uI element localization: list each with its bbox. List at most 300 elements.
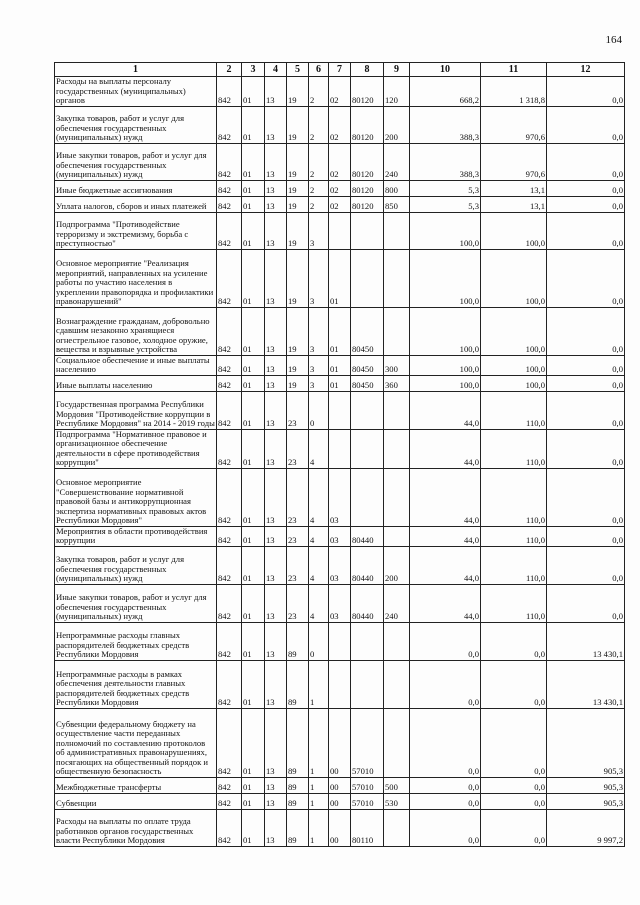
section-code-cell: 01 bbox=[242, 429, 265, 468]
amount-2018-cell: 13,1 bbox=[481, 196, 547, 212]
column-header: 7 bbox=[329, 63, 351, 77]
amount-2019-cell: 0,0 bbox=[547, 584, 625, 622]
row-name-cell: Субвенции bbox=[55, 793, 217, 809]
amount-2019-cell: 0,0 bbox=[547, 196, 625, 212]
amount-2019-cell: 0,0 bbox=[547, 391, 625, 429]
table-row bbox=[55, 196, 625, 212]
amount-2017-cell: 44,0 bbox=[410, 546, 481, 584]
direction-code-cell: 80120 bbox=[351, 106, 384, 143]
program-code-cell: 23 bbox=[287, 468, 309, 526]
event-code-cell: 00 bbox=[329, 793, 351, 809]
amount-2018-cell: 110,0 bbox=[481, 468, 547, 526]
direction-code-cell bbox=[351, 622, 384, 660]
subprogram-code-cell: 2 bbox=[309, 180, 329, 196]
subprogram-code-cell: 3 bbox=[309, 355, 329, 375]
direction-code-cell bbox=[351, 391, 384, 429]
direction-code-cell: 80450 bbox=[351, 307, 384, 355]
subsection-code-cell: 13 bbox=[265, 777, 287, 793]
table-row bbox=[55, 249, 625, 307]
expense-type-cell: 300 bbox=[384, 355, 410, 375]
amount-2017-cell: 5,3 bbox=[410, 196, 481, 212]
program-code-cell: 19 bbox=[287, 212, 309, 249]
subsection-code-cell: 13 bbox=[265, 180, 287, 196]
section-code-cell: 01 bbox=[242, 584, 265, 622]
ministry-code-cell: 842 bbox=[217, 660, 242, 708]
amount-2018-cell: 13,1 bbox=[481, 180, 547, 196]
section-code-cell: 01 bbox=[242, 355, 265, 375]
column-header: 6 bbox=[309, 63, 329, 77]
program-code-cell: 89 bbox=[287, 793, 309, 809]
ministry-code-cell: 842 bbox=[217, 809, 242, 846]
subsection-code-cell: 13 bbox=[265, 809, 287, 846]
program-code-cell: 23 bbox=[287, 391, 309, 429]
expense-type-cell bbox=[384, 468, 410, 526]
amount-2018-cell: 100,0 bbox=[481, 307, 547, 355]
expense-type-cell: 360 bbox=[384, 375, 410, 391]
row-name-cell: Субвенции федеральному бюджету на осуществление части переданных полномочий по составлению протоколов об административных правонарушениях, посягающих на общественный порядок и общественную безопасность bbox=[55, 708, 217, 777]
amount-2018-cell: 110,0 bbox=[481, 526, 547, 546]
subprogram-code-cell: 3 bbox=[309, 307, 329, 355]
subsection-code-cell: 13 bbox=[265, 584, 287, 622]
event-code-cell: 01 bbox=[329, 375, 351, 391]
amount-2019-cell: 0,0 bbox=[547, 143, 625, 180]
event-code-cell bbox=[329, 391, 351, 429]
amount-2017-cell: 100,0 bbox=[410, 249, 481, 307]
subsection-code-cell: 13 bbox=[265, 307, 287, 355]
subprogram-code-cell: 1 bbox=[309, 777, 329, 793]
program-code-cell: 19 bbox=[287, 143, 309, 180]
amount-2018-cell: 100,0 bbox=[481, 249, 547, 307]
expense-type-cell bbox=[384, 249, 410, 307]
ministry-code-cell: 842 bbox=[217, 546, 242, 584]
column-header: 3 bbox=[242, 63, 265, 77]
column-header: 10 bbox=[410, 63, 481, 77]
event-code-cell: 02 bbox=[329, 196, 351, 212]
table-row bbox=[55, 526, 625, 546]
section-code-cell: 01 bbox=[242, 777, 265, 793]
subprogram-code-cell: 4 bbox=[309, 584, 329, 622]
table-row bbox=[55, 622, 625, 660]
table-row bbox=[55, 429, 625, 468]
row-name-cell: Иные выплаты населению bbox=[55, 375, 217, 391]
table-header-row bbox=[55, 63, 625, 77]
ministry-code-cell: 842 bbox=[217, 307, 242, 355]
amount-2017-cell: 100,0 bbox=[410, 355, 481, 375]
section-code-cell: 01 bbox=[242, 546, 265, 584]
direction-code-cell bbox=[351, 468, 384, 526]
table-row bbox=[55, 777, 625, 793]
table-row bbox=[55, 391, 625, 429]
subsection-code-cell: 13 bbox=[265, 526, 287, 546]
subprogram-code-cell: 0 bbox=[309, 391, 329, 429]
amount-2017-cell: 100,0 bbox=[410, 307, 481, 355]
subprogram-code-cell: 4 bbox=[309, 429, 329, 468]
amount-2019-cell: 905,3 bbox=[547, 708, 625, 777]
amount-2017-cell: 0,0 bbox=[410, 660, 481, 708]
subsection-code-cell: 13 bbox=[265, 660, 287, 708]
subprogram-code-cell: 4 bbox=[309, 468, 329, 526]
row-name-cell: Непрограммные расходы в рамках обеспечения деятельности главных распорядителей бюджетных средств Республики Мордовия bbox=[55, 660, 217, 708]
amount-2019-cell: 0,0 bbox=[547, 468, 625, 526]
event-code-cell: 01 bbox=[329, 249, 351, 307]
section-code-cell: 01 bbox=[242, 77, 265, 107]
expense-type-cell: 200 bbox=[384, 106, 410, 143]
subsection-code-cell: 13 bbox=[265, 77, 287, 107]
amount-2019-cell: 0,0 bbox=[547, 249, 625, 307]
event-code-cell: 02 bbox=[329, 143, 351, 180]
program-code-cell: 19 bbox=[287, 180, 309, 196]
column-header: 4 bbox=[265, 63, 287, 77]
amount-2017-cell: 100,0 bbox=[410, 375, 481, 391]
table-body bbox=[55, 77, 625, 847]
column-header: 12 bbox=[547, 63, 625, 77]
direction-code-cell: 80110 bbox=[351, 809, 384, 846]
amount-2017-cell: 44,0 bbox=[410, 391, 481, 429]
subprogram-code-cell: 2 bbox=[309, 106, 329, 143]
row-name-cell: Социальное обеспечение и иные выплаты населению bbox=[55, 355, 217, 375]
amount-2019-cell: 0,0 bbox=[547, 106, 625, 143]
amount-2017-cell: 100,0 bbox=[410, 212, 481, 249]
expense-type-cell: 530 bbox=[384, 793, 410, 809]
amount-2018-cell: 0,0 bbox=[481, 660, 547, 708]
subsection-code-cell: 13 bbox=[265, 793, 287, 809]
direction-code-cell bbox=[351, 660, 384, 708]
direction-code-cell: 80120 bbox=[351, 143, 384, 180]
amount-2017-cell: 5,3 bbox=[410, 180, 481, 196]
direction-code-cell: 80450 bbox=[351, 375, 384, 391]
subprogram-code-cell: 1 bbox=[309, 793, 329, 809]
event-code-cell bbox=[329, 212, 351, 249]
amount-2017-cell: 388,3 bbox=[410, 106, 481, 143]
amount-2018-cell: 100,0 bbox=[481, 212, 547, 249]
event-code-cell: 01 bbox=[329, 355, 351, 375]
amount-2019-cell: 0,0 bbox=[547, 180, 625, 196]
expense-type-cell bbox=[384, 391, 410, 429]
amount-2017-cell: 0,0 bbox=[410, 708, 481, 777]
event-code-cell: 00 bbox=[329, 777, 351, 793]
expense-type-cell bbox=[384, 708, 410, 777]
amount-2018-cell: 970,6 bbox=[481, 106, 547, 143]
subprogram-code-cell: 1 bbox=[309, 708, 329, 777]
subsection-code-cell: 13 bbox=[265, 212, 287, 249]
row-name-cell: Межбюджетные трансферты bbox=[55, 777, 217, 793]
expense-type-cell: 500 bbox=[384, 777, 410, 793]
row-name-cell: Расходы на выплаты персоналу государственных (муниципальных) органов bbox=[55, 77, 217, 107]
table-row bbox=[55, 809, 625, 846]
amount-2019-cell: 905,3 bbox=[547, 777, 625, 793]
program-code-cell: 19 bbox=[287, 77, 309, 107]
subprogram-code-cell: 1 bbox=[309, 660, 329, 708]
amount-2019-cell: 0,0 bbox=[547, 375, 625, 391]
amount-2017-cell: 388,3 bbox=[410, 143, 481, 180]
section-code-cell: 01 bbox=[242, 249, 265, 307]
program-code-cell: 19 bbox=[287, 355, 309, 375]
expense-type-cell bbox=[384, 660, 410, 708]
amount-2019-cell: 0,0 bbox=[547, 307, 625, 355]
amount-2018-cell: 0,0 bbox=[481, 809, 547, 846]
expense-type-cell bbox=[384, 809, 410, 846]
row-name-cell: Иные закупки товаров, работ и услуг для обеспечения государственных (муниципальных) нужд bbox=[55, 584, 217, 622]
amount-2019-cell: 0,0 bbox=[547, 77, 625, 107]
section-code-cell: 01 bbox=[242, 660, 265, 708]
subprogram-code-cell: 0 bbox=[309, 622, 329, 660]
column-header: 8 bbox=[351, 63, 384, 77]
event-code-cell: 03 bbox=[329, 546, 351, 584]
column-header: 1 bbox=[55, 63, 217, 77]
ministry-code-cell: 842 bbox=[217, 468, 242, 526]
section-code-cell: 01 bbox=[242, 180, 265, 196]
expense-type-cell: 240 bbox=[384, 143, 410, 180]
direction-code-cell bbox=[351, 429, 384, 468]
direction-code-cell: 80450 bbox=[351, 355, 384, 375]
event-code-cell: 03 bbox=[329, 526, 351, 546]
direction-code-cell bbox=[351, 249, 384, 307]
ministry-code-cell: 842 bbox=[217, 77, 242, 107]
expense-type-cell: 120 bbox=[384, 77, 410, 107]
section-code-cell: 01 bbox=[242, 391, 265, 429]
table-row bbox=[55, 77, 625, 107]
amount-2018-cell: 110,0 bbox=[481, 391, 547, 429]
amount-2017-cell: 0,0 bbox=[410, 622, 481, 660]
program-code-cell: 19 bbox=[287, 375, 309, 391]
amount-2017-cell: 44,0 bbox=[410, 429, 481, 468]
expense-type-cell: 850 bbox=[384, 196, 410, 212]
program-code-cell: 23 bbox=[287, 584, 309, 622]
amount-2018-cell: 0,0 bbox=[481, 793, 547, 809]
amount-2018-cell: 0,0 bbox=[481, 777, 547, 793]
ministry-code-cell: 842 bbox=[217, 584, 242, 622]
event-code-cell: 02 bbox=[329, 77, 351, 107]
column-header: 9 bbox=[384, 63, 410, 77]
direction-code-cell: 80120 bbox=[351, 180, 384, 196]
direction-code-cell: 80120 bbox=[351, 196, 384, 212]
table-row bbox=[55, 212, 625, 249]
table-row bbox=[55, 307, 625, 355]
direction-code-cell: 57010 bbox=[351, 708, 384, 777]
ministry-code-cell: 842 bbox=[217, 375, 242, 391]
subsection-code-cell: 13 bbox=[265, 708, 287, 777]
event-code-cell: 00 bbox=[329, 708, 351, 777]
subprogram-code-cell: 2 bbox=[309, 143, 329, 180]
subprogram-code-cell: 1 bbox=[309, 809, 329, 846]
subsection-code-cell: 13 bbox=[265, 391, 287, 429]
program-code-cell: 89 bbox=[287, 777, 309, 793]
program-code-cell: 19 bbox=[287, 196, 309, 212]
expense-type-cell bbox=[384, 212, 410, 249]
event-code-cell: 02 bbox=[329, 180, 351, 196]
program-code-cell: 89 bbox=[287, 708, 309, 777]
direction-code-cell: 80440 bbox=[351, 584, 384, 622]
subsection-code-cell: 13 bbox=[265, 429, 287, 468]
ministry-code-cell: 842 bbox=[217, 355, 242, 375]
subprogram-code-cell: 2 bbox=[309, 196, 329, 212]
subsection-code-cell: 13 bbox=[265, 375, 287, 391]
table-row bbox=[55, 708, 625, 777]
subprogram-code-cell: 4 bbox=[309, 546, 329, 584]
program-code-cell: 89 bbox=[287, 809, 309, 846]
row-name-cell: Подпрограмма "Нормативное правовое и организационное обеспечение деятельности в сфере противодействия коррупции" bbox=[55, 429, 217, 468]
ministry-code-cell: 842 bbox=[217, 391, 242, 429]
table-row bbox=[55, 106, 625, 143]
amount-2017-cell: 44,0 bbox=[410, 468, 481, 526]
expense-type-cell bbox=[384, 622, 410, 660]
expense-type-cell bbox=[384, 526, 410, 546]
page-number: 164 bbox=[605, 34, 622, 46]
ministry-code-cell: 842 bbox=[217, 106, 242, 143]
amount-2017-cell: 0,0 bbox=[410, 777, 481, 793]
amount-2018-cell: 100,0 bbox=[481, 355, 547, 375]
row-name-cell: Расходы на выплаты по оплате труда работников органов государственных власти Республики Мордовия bbox=[55, 809, 217, 846]
direction-code-cell bbox=[351, 212, 384, 249]
table-row bbox=[55, 355, 625, 375]
direction-code-cell: 57010 bbox=[351, 793, 384, 809]
subprogram-code-cell: 3 bbox=[309, 212, 329, 249]
section-code-cell: 01 bbox=[242, 212, 265, 249]
program-code-cell: 23 bbox=[287, 526, 309, 546]
amount-2019-cell: 9 997,2 bbox=[547, 809, 625, 846]
section-code-cell: 01 bbox=[242, 468, 265, 526]
ministry-code-cell: 842 bbox=[217, 777, 242, 793]
row-name-cell: Закупка товаров, работ и услуг для обеспечения государственных (муниципальных) нужд bbox=[55, 546, 217, 584]
program-code-cell: 19 bbox=[287, 249, 309, 307]
ministry-code-cell: 842 bbox=[217, 180, 242, 196]
table-row bbox=[55, 468, 625, 526]
row-name-cell: Уплата налогов, сборов и иных платежей bbox=[55, 196, 217, 212]
subsection-code-cell: 13 bbox=[265, 196, 287, 212]
table-row bbox=[55, 375, 625, 391]
subprogram-code-cell: 3 bbox=[309, 375, 329, 391]
row-name-cell: Подпрограмма "Противодействие терроризму и экстремизму, борьба с преступностью" bbox=[55, 212, 217, 249]
expense-type-cell bbox=[384, 307, 410, 355]
row-name-cell: Основное мероприятие "Совершенствование нормативной правовой базы и антикоррупционная экспертиза нормативных правовых актов Республики Мордовия" bbox=[55, 468, 217, 526]
ministry-code-cell: 842 bbox=[217, 429, 242, 468]
direction-code-cell: 57010 bbox=[351, 777, 384, 793]
row-name-cell: Иные бюджетные ассигнования bbox=[55, 180, 217, 196]
subsection-code-cell: 13 bbox=[265, 249, 287, 307]
amount-2018-cell: 0,0 bbox=[481, 708, 547, 777]
table-row bbox=[55, 584, 625, 622]
section-code-cell: 01 bbox=[242, 307, 265, 355]
subprogram-code-cell: 3 bbox=[309, 249, 329, 307]
program-code-cell: 19 bbox=[287, 106, 309, 143]
ministry-code-cell: 842 bbox=[217, 143, 242, 180]
subsection-code-cell: 13 bbox=[265, 355, 287, 375]
amount-2019-cell: 13 430,1 bbox=[547, 660, 625, 708]
amount-2019-cell: 0,0 bbox=[547, 546, 625, 584]
section-code-cell: 01 bbox=[242, 622, 265, 660]
ministry-code-cell: 842 bbox=[217, 708, 242, 777]
amount-2017-cell: 44,0 bbox=[410, 526, 481, 546]
program-code-cell: 23 bbox=[287, 429, 309, 468]
expense-type-cell: 200 bbox=[384, 546, 410, 584]
event-code-cell: 02 bbox=[329, 106, 351, 143]
expense-type-cell bbox=[384, 429, 410, 468]
row-name-cell: Непрограммные расходы главных распорядителей бюджетных средств Республики Мордовия bbox=[55, 622, 217, 660]
column-header: 5 bbox=[287, 63, 309, 77]
direction-code-cell: 80440 bbox=[351, 546, 384, 584]
amount-2018-cell: 100,0 bbox=[481, 375, 547, 391]
table-row bbox=[55, 660, 625, 708]
row-name-cell: Иные закупки товаров, работ и услуг для обеспечения государственных (муниципальных) нужд bbox=[55, 143, 217, 180]
subsection-code-cell: 13 bbox=[265, 143, 287, 180]
section-code-cell: 01 bbox=[242, 526, 265, 546]
amount-2019-cell: 0,0 bbox=[547, 526, 625, 546]
subprogram-code-cell: 2 bbox=[309, 77, 329, 107]
section-code-cell: 01 bbox=[242, 375, 265, 391]
amount-2018-cell: 110,0 bbox=[481, 429, 547, 468]
expense-type-cell: 240 bbox=[384, 584, 410, 622]
event-code-cell: 03 bbox=[329, 584, 351, 622]
subprogram-code-cell: 4 bbox=[309, 526, 329, 546]
table-row bbox=[55, 143, 625, 180]
row-name-cell: Основное мероприятие "Реализация мероприятий, направленных на усиление работы по участию населения в укреплении правопорядка и профилактики правонарушений" bbox=[55, 249, 217, 307]
section-code-cell: 01 bbox=[242, 143, 265, 180]
subsection-code-cell: 13 bbox=[265, 106, 287, 143]
section-code-cell: 01 bbox=[242, 793, 265, 809]
direction-code-cell: 80440 bbox=[351, 526, 384, 546]
table-row bbox=[55, 180, 625, 196]
table-row bbox=[55, 793, 625, 809]
ministry-code-cell: 842 bbox=[217, 526, 242, 546]
amount-2017-cell: 668,2 bbox=[410, 77, 481, 107]
amount-2019-cell: 13 430,1 bbox=[547, 622, 625, 660]
subsection-code-cell: 13 bbox=[265, 622, 287, 660]
direction-code-cell: 80120 bbox=[351, 77, 384, 107]
amount-2018-cell: 110,0 bbox=[481, 546, 547, 584]
budget-table bbox=[54, 62, 625, 847]
amount-2017-cell: 0,0 bbox=[410, 793, 481, 809]
amount-2017-cell: 44,0 bbox=[410, 584, 481, 622]
section-code-cell: 01 bbox=[242, 809, 265, 846]
row-name-cell: Мероприятия в области противодействия коррупции bbox=[55, 526, 217, 546]
amount-2019-cell: 0,0 bbox=[547, 429, 625, 468]
event-code-cell bbox=[329, 622, 351, 660]
table-row bbox=[55, 546, 625, 584]
column-header: 11 bbox=[481, 63, 547, 77]
ministry-code-cell: 842 bbox=[217, 212, 242, 249]
amount-2019-cell: 0,0 bbox=[547, 355, 625, 375]
expense-type-cell: 800 bbox=[384, 180, 410, 196]
program-code-cell: 89 bbox=[287, 622, 309, 660]
amount-2018-cell: 1 318,8 bbox=[481, 77, 547, 107]
ministry-code-cell: 842 bbox=[217, 793, 242, 809]
column-header: 2 bbox=[217, 63, 242, 77]
ministry-code-cell: 842 bbox=[217, 196, 242, 212]
row-name-cell: Государственная программа Республики Мордовия "Противодействие коррупции в Республике Мордовия" на 2014 - 2019 годы bbox=[55, 391, 217, 429]
ministry-code-cell: 842 bbox=[217, 622, 242, 660]
event-code-cell bbox=[329, 660, 351, 708]
event-code-cell: 01 bbox=[329, 307, 351, 355]
row-name-cell: Вознаграждение гражданам, добровольно сдавшим незаконно хранящиеся огнестрельное газовое, холодное оружие, вещества и взрывные устройства bbox=[55, 307, 217, 355]
event-code-cell: 00 bbox=[329, 809, 351, 846]
amount-2018-cell: 970,6 bbox=[481, 143, 547, 180]
program-code-cell: 23 bbox=[287, 546, 309, 584]
row-name-cell: Закупка товаров, работ и услуг для обеспечения государственных (муниципальных) нужд bbox=[55, 106, 217, 143]
amount-2019-cell: 905,3 bbox=[547, 793, 625, 809]
section-code-cell: 01 bbox=[242, 708, 265, 777]
subsection-code-cell: 13 bbox=[265, 468, 287, 526]
amount-2019-cell: 0,0 bbox=[547, 212, 625, 249]
section-code-cell: 01 bbox=[242, 196, 265, 212]
amount-2018-cell: 110,0 bbox=[481, 584, 547, 622]
event-code-cell: 03 bbox=[329, 468, 351, 526]
subsection-code-cell: 13 bbox=[265, 546, 287, 584]
amount-2018-cell: 0,0 bbox=[481, 622, 547, 660]
program-code-cell: 19 bbox=[287, 307, 309, 355]
event-code-cell bbox=[329, 429, 351, 468]
program-code-cell: 89 bbox=[287, 660, 309, 708]
ministry-code-cell: 842 bbox=[217, 249, 242, 307]
